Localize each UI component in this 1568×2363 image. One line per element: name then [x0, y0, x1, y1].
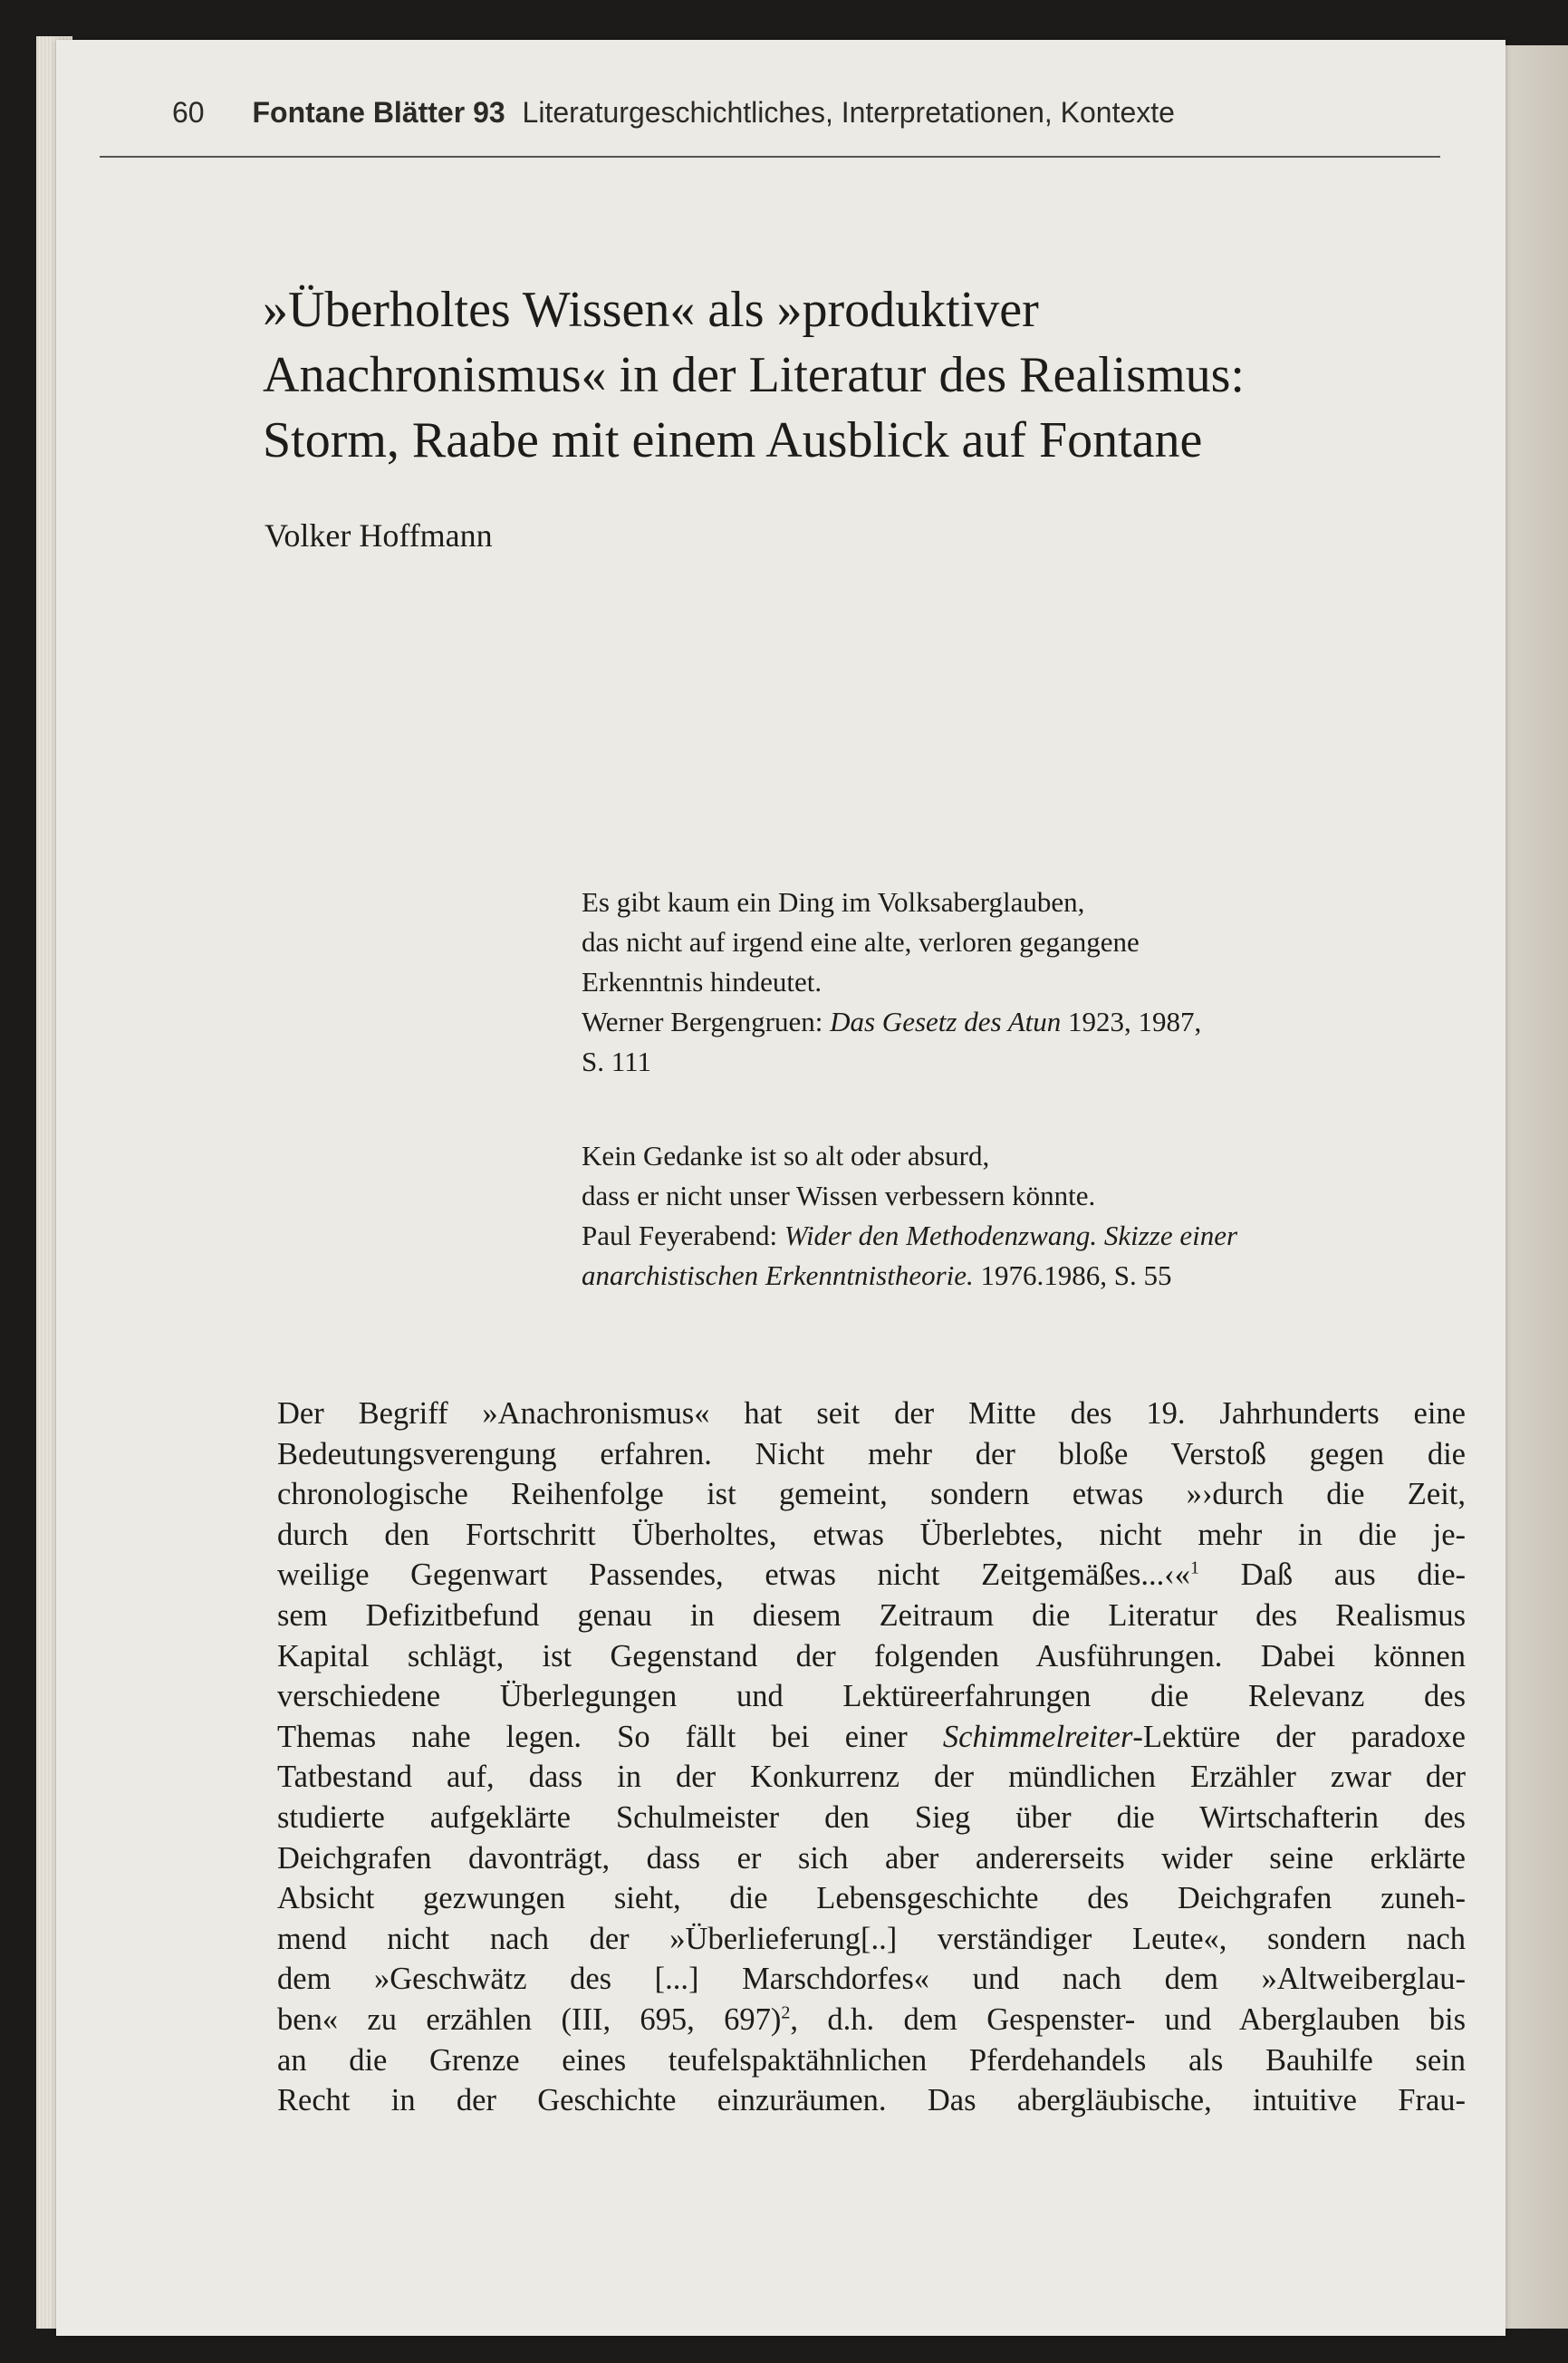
- book-page: [56, 40, 1505, 2336]
- body-line: weilige Gegenwart Passendes, etwas nicht Zeitgemäßes...‹«$^1$ Daß aus die-: [277, 1558, 1467, 1593]
- article-author: Volker Hoffmann: [265, 517, 493, 554]
- body-line: Deichgrafen davonträgt, dass er sich aber andererseits wider seine erklärte: [277, 1840, 1466, 1876]
- body-line: mend nicht nach der »Überlieferung[..] verständiger Leute«, sondern nach: [277, 1921, 1466, 1956]
- body-line: chronologische Reihenfolge ist gemeint, sondern etwas »›durch die Zeit,: [277, 1477, 1466, 1512]
- epigraph-line: das nicht auf irgend eine alte, verloren gegangene: [582, 926, 1140, 958]
- body-line: verschiedene Überlegungen und Lektüreerfahrungen die Relevanz des: [277, 1679, 1466, 1714]
- body-line: ben« zu erzählen (III, 695, 697)$^2$, d.h. dem Gespenster- und Aberglauben bis: [277, 2001, 1466, 2037]
- body-line: Bedeutungsverengung erfahren. Nicht mehr der bloße Verstoß gegen die: [277, 1436, 1466, 1471]
- body-line: Kapital schlägt, ist Gegenstand der folgenden Ausführungen. Dabei können: [277, 1638, 1466, 1673]
- body-line: dem »Geschwätz des [...] Marschdorfes« und nach dem »Altweiberglau-: [277, 1962, 1466, 1997]
- body-paragraph: [277, 1394, 1466, 2121]
- epigraph-feyerabend: [582, 1136, 1487, 1296]
- footnote-ref: 1: [1190, 1558, 1199, 1578]
- body-line: Tatbestand auf, dass in der Konkurrenz der mündlichen Erzähler zwar der: [277, 1760, 1466, 1795]
- work-title: Schimmelreiter: [942, 1719, 1133, 1754]
- body-line: an die Grenze eines teufelspaktähnlichen Pferdehandels als Bauhilfe sein: [277, 2042, 1466, 2078]
- body-line: durch den Fortschritt Überholtes, etwas Überlebtes, nicht mehr in die je-: [277, 1517, 1466, 1552]
- source-title: Das Gesetz des Atun: [830, 1006, 1062, 1037]
- body-line: studierte aufgeklärte Schulmeister den Sieg über die Wirtschafterin des: [277, 1799, 1466, 1835]
- title-line: Anachronismus« in der Literatur des Realismus:: [263, 347, 1245, 403]
- page-number: 60: [172, 96, 205, 129]
- epigraph-line: Es gibt kaum ein Ding im Volksaberglauben,: [582, 886, 1085, 918]
- running-head: [172, 96, 1368, 130]
- footnote-ref: 2: [781, 2002, 791, 2023]
- body-line: Recht in der Geschichte einzuräumen. Das abergläubische, intuitive Frau-: [277, 2083, 1466, 2118]
- facing-page-edge: [1504, 45, 1568, 2329]
- article-title: [263, 277, 1440, 473]
- body-line: sem Defizitbefund genau in diesem Zeitraum die Literatur des Realismus: [277, 1597, 1466, 1633]
- header-rule: [100, 156, 1440, 158]
- epigraph-source: Paul Feyerabend: Wider den Methodenzwang. Skizze einer: [582, 1220, 1238, 1251]
- source-title: anarchistischen Erkenntnistheorie.: [582, 1259, 974, 1291]
- epigraph-source: anarchistischen Erkenntnistheorie. 1976.1986, S. 55: [582, 1259, 1172, 1291]
- epigraph-line: Erkenntnis hindeutet.: [582, 966, 822, 998]
- epigraph-source-page: S. 111: [582, 1046, 651, 1077]
- title-line: »Überholtes Wissen« als »produktiver: [263, 282, 1039, 338]
- epigraph-source: Werner Bergengruen: Das Gesetz des Atun 1923, 1987,: [582, 1006, 1202, 1037]
- epigraph-line: Kein Gedanke ist so alt oder absurd,: [582, 1140, 990, 1172]
- journal-name: Fontane Blätter 93: [252, 96, 505, 129]
- body-line: Absicht gezwungen sieht, die Lebensgeschichte des Deichgrafen zuneh-: [277, 1881, 1466, 1916]
- source-title: Wider den Methodenzwang. Skizze einer: [784, 1220, 1238, 1251]
- body-line: Themas nahe legen. So fällt bei einer Schimmelreiter-Lektüre der paradoxe: [277, 1719, 1466, 1754]
- section-title: Literaturgeschichtliches, Interpretationen, Kontexte: [522, 96, 1175, 129]
- epigraph-bergengruen: [582, 883, 1487, 1082]
- body-line: Der Begriff »Anachronismus« hat seit der Mitte des 19. Jahrhunderts eine: [277, 1396, 1466, 1431]
- epigraph-line: dass er nicht unser Wissen verbessern könnte.: [582, 1180, 1096, 1211]
- title-line: Storm, Raabe mit einem Ausblick auf Fontane: [263, 412, 1203, 468]
